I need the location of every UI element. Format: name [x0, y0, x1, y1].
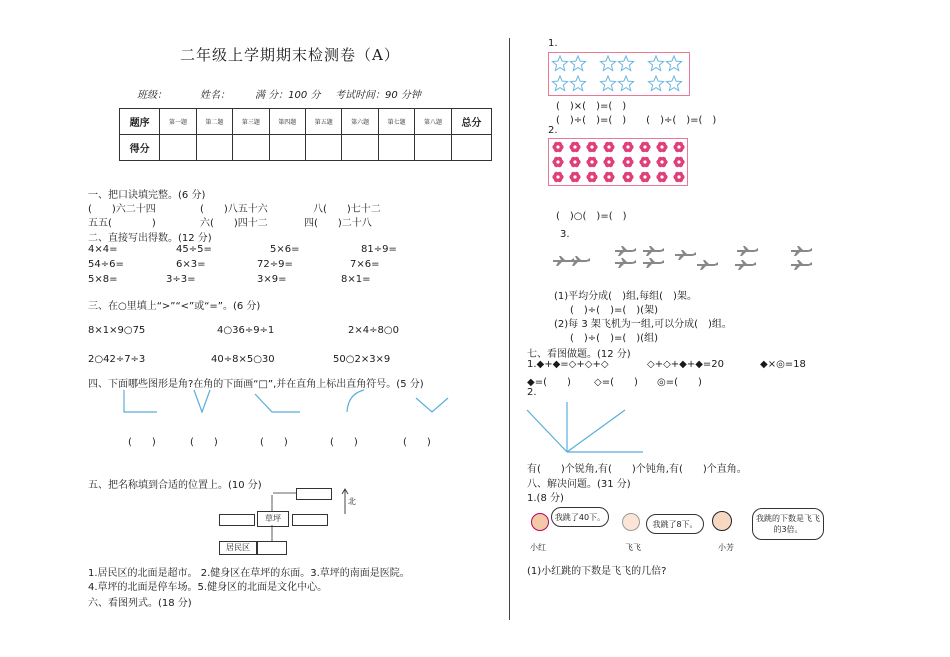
s1-item: 六( )四十二 — [200, 218, 268, 229]
s2-item: 45÷5= — [176, 244, 212, 255]
s7-answer[interactable]: ◎=( ) — [657, 377, 702, 388]
q3-number: 3. — [560, 229, 570, 240]
map-bottom-label: 居民区 — [226, 543, 250, 552]
section-5-title: 五、把名称填到合适的位置上。(10 分) — [88, 480, 262, 491]
s1-item: ( )六二十四 — [88, 204, 156, 215]
map-connectors — [240, 485, 320, 545]
bubble-2-text: 我跳了8下。 — [652, 519, 698, 529]
q3-sub2: (2)每 3 架飞机为一组,可以分成( )组。 — [554, 319, 732, 330]
table-cell: 第三题 — [233, 109, 269, 135]
airplane-icon — [569, 256, 590, 266]
s2-item: 7×6= — [350, 259, 380, 270]
score-cell[interactable] — [451, 135, 491, 161]
s7-eq-2: ◇+◇+◆+◆=20 — [647, 359, 725, 370]
speech-bubble-1 — [551, 507, 609, 527]
name-label: 姓名： — [200, 90, 230, 101]
s3-item: 8×1×9○75 — [88, 325, 146, 336]
score-cell[interactable] — [196, 135, 232, 161]
s1-item: 四( )二十八 — [304, 218, 372, 229]
kid-3-avatar — [712, 511, 732, 531]
airplane-icon — [791, 260, 812, 270]
s2-item: 6×3= — [176, 259, 206, 270]
s4-blank[interactable]: ( ) — [403, 437, 431, 448]
s5-clue-2: 4.草坪的北面是停车场。5.健身区的北面是文化中心。 — [88, 582, 328, 593]
full-score: 满 分：100 分 — [255, 90, 321, 101]
shape-acute-angle — [194, 390, 210, 412]
s8-sub1: (1)小红跳的下数是飞飞的几倍? — [527, 566, 667, 577]
section-6-title: 六、看图列式。(18 分) — [88, 598, 192, 609]
s2-item: 81÷9= — [361, 244, 397, 255]
section-8-title: 八、解决问题。(31 分) — [527, 479, 631, 490]
row-header: 得分 — [120, 135, 160, 161]
score-table — [119, 108, 492, 161]
q1-number: 1. — [548, 38, 558, 49]
s3-item: 4○36÷9÷1 — [217, 325, 275, 336]
s3-item: 50○2×3×9 — [333, 354, 391, 365]
section-3-title: 三、在○里填上“>”“<”或“=”。(6 分) — [88, 301, 261, 312]
bubble-3-text: 我跳的下数是飞飞的3倍。 — [756, 514, 820, 534]
column-divider — [509, 38, 510, 620]
s4-blank[interactable]: ( ) — [190, 437, 218, 448]
speech-bubble-3 — [752, 508, 824, 540]
stars-figure — [548, 52, 690, 96]
q1-equation-2: ( )÷( )=( ) ( )÷( )=( ) — [556, 115, 717, 126]
table-cell: 第五题 — [305, 109, 341, 135]
section-1-title: 一、把口诀填完整。(6 分) — [88, 190, 206, 201]
total-header: 总分 — [451, 109, 491, 135]
airplane-icon — [615, 246, 636, 256]
s2-item: 4×4= — [88, 244, 118, 255]
flowers-figure — [548, 138, 688, 186]
kid-2-name: 飞飞 — [625, 543, 641, 552]
page-title: 二年级上学期期末检测卷（A） — [180, 46, 400, 64]
s1-item: 五五( ) — [88, 218, 156, 229]
table-row — [120, 109, 492, 135]
s2-item: 54÷6= — [88, 259, 124, 270]
s4-blank[interactable]: ( ) — [260, 437, 288, 448]
shape-open-angle — [416, 398, 448, 412]
kid-3-name: 小芳 — [718, 543, 734, 552]
table-cell: 第四题 — [269, 109, 305, 135]
s1-item: 八( )七十二 — [313, 204, 381, 215]
airplane-icon — [615, 258, 636, 268]
airplane-icon — [675, 250, 696, 260]
s3-item: 2×4÷8○0 — [348, 325, 399, 336]
table-row — [120, 135, 492, 161]
table-cell: 第六题 — [342, 109, 378, 135]
airplane-icon — [697, 260, 718, 270]
s2-item: 3×9= — [257, 274, 287, 285]
map-center-label: 草坪 — [265, 514, 281, 523]
s7-q2-text: 有( )个锐角,有( )个钝角,有( )个直角。 — [527, 464, 747, 475]
score-cell[interactable] — [233, 135, 269, 161]
table-cell: 第一题 — [160, 109, 196, 135]
q3-sub1: (1)平均分成( )组,每组( )架。 — [554, 291, 697, 302]
section-2-title: 二、直接写出得数。(12 分) — [88, 233, 212, 244]
s3-item: 2○42÷7÷3 — [88, 354, 146, 365]
bubble-1-text: 我跳了40下。 — [554, 512, 606, 522]
s7-eq-3: ◆×◎=18 — [760, 359, 806, 370]
s3-item: 40÷8×5○30 — [211, 354, 275, 365]
exam-time: 考试时间：90 分钟 — [335, 90, 421, 101]
s7-answer[interactable]: ◆=( ) — [527, 377, 571, 388]
s2-item: 5×8= — [88, 274, 118, 285]
table-cell: 第二题 — [196, 109, 232, 135]
s7-q2-number: 2. — [527, 387, 537, 398]
q1-equation-1: ( )×( )=( ) — [556, 101, 627, 112]
planes-figure — [545, 238, 835, 272]
score-cell[interactable] — [160, 135, 196, 161]
class-label: 班级： — [137, 90, 167, 101]
airplane-icon — [735, 260, 756, 270]
s8-q1: 1.(8 分) — [527, 493, 564, 504]
angle-shapes — [110, 388, 460, 418]
kid-1-avatar — [531, 513, 549, 531]
airplane-icon — [643, 246, 664, 256]
s7-answer[interactable]: ◇=( ) — [594, 377, 638, 388]
kid-2-avatar — [622, 513, 640, 531]
s2-item: 3÷3= — [166, 274, 196, 285]
section-4-title: 四、下面哪些图形是角?在角的下面画“□”,并在直角上标出直角符号。(5 分) — [88, 379, 424, 390]
airplane-icon — [737, 246, 758, 256]
table-cell: 第七题 — [378, 109, 414, 135]
airplane-icon — [791, 246, 812, 256]
q2-equation: ( )○( )=( ) — [556, 211, 627, 222]
section-7-title: 七、看图做题。(12 分) — [527, 349, 631, 360]
score-cell[interactable] — [415, 135, 451, 161]
score-cell[interactable] — [378, 135, 414, 161]
score-cell[interactable] — [269, 135, 305, 161]
s2-item: 72÷9= — [257, 259, 293, 270]
row-header: 题序 — [120, 109, 160, 135]
table-cell: 第八题 — [415, 109, 451, 135]
s7-eq-1: 1.◆+◆=◇+◇+◇ — [527, 359, 609, 370]
s4-blank[interactable]: ( ) — [128, 437, 156, 448]
score-cell[interactable] — [342, 135, 378, 161]
s5-clue-1: 1.居民区的北面是超市。 2.健身区在草坪的东面。3.草坪的南面是医院。 — [88, 568, 410, 579]
q2-number: 2. — [548, 125, 558, 136]
angle-fan-figure — [525, 400, 645, 454]
score-cell[interactable] — [305, 135, 341, 161]
north-label: 北 — [348, 497, 356, 506]
s2-item: 8×1= — [341, 274, 371, 285]
shape-curve — [347, 390, 364, 412]
s1-item: ( )八五十六 — [200, 204, 268, 215]
q3-sub2-eq: ( )÷( )=( )(组) — [570, 333, 658, 344]
airplane-icon — [643, 258, 664, 268]
s4-blank[interactable]: ( ) — [330, 437, 358, 448]
speech-bubble-2 — [646, 514, 704, 534]
kid-1-name: 小红 — [530, 543, 546, 552]
s2-item: 5×6= — [270, 244, 300, 255]
shape-right-angle — [124, 390, 157, 412]
q3-sub1-eq: ( )÷( )=( )(架) — [570, 305, 658, 316]
shape-broken-line — [255, 394, 300, 412]
